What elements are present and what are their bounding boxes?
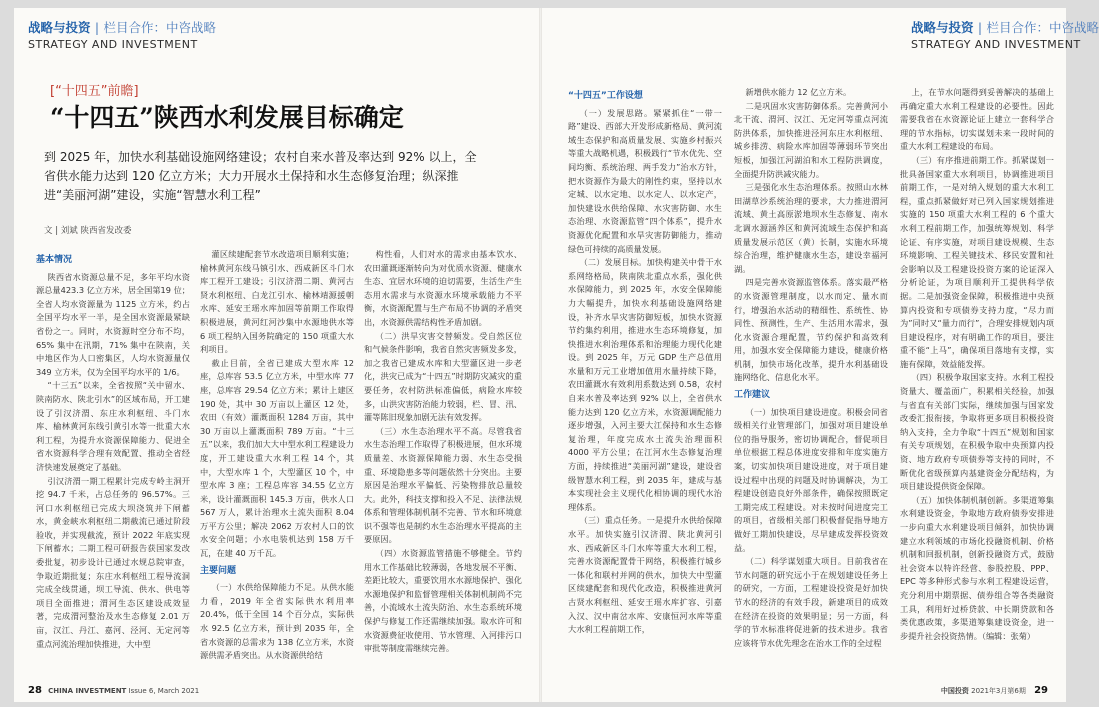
paragraph: （二）洪旱灾害交替频发。受自然区位和气候条件影响，我省自然灾害频发多发，加之我省已建成水库和大型灌区进一步老化，洪灾已成为“十四五”时期防灾减灾的重要任务，农村防洪标准偏低，病险水库较多，山洪灾害防治能力较弱，栏、冒、汛、灌等陈旧现象加剧无法有效发挥。	[364, 330, 522, 423]
paragraph: 引汉济渭一期工程累计完成专岭主洞开挖 94.7 千米，占总任务的 96.57%。三河口水利枢纽已完成大坝浇筑并下闸蓄水，黄金峡水利枢纽二期截流已通过阶段验收，并实现截流，预计 2022 年底实现下闸蓄水；二期工程可研报告获国家发改委批复，初步设计已通过水规总院审查，争取近期批复；东庄水利枢纽工程导流洞完成全线贯通，坝工导流、供水、供电等项目全面推进；渭河生态区建设成效显著，完成渭河整治及水生态修复 2.01 万亩，汉江、丹江、嘉河、泾河、无定河等重点河流治理加快推进，大中型	[36, 475, 190, 649]
text-column-3	[364, 248, 522, 674]
section-heading: 主要问题	[200, 565, 237, 576]
right-page-number: 29	[1034, 685, 1048, 696]
text-column-6	[900, 86, 1054, 674]
text-column-1	[36, 250, 190, 674]
left-page-header: 战略与投资 | 栏目合作：中咨战略 STRATEGY AND INVESTMENT	[28, 20, 216, 51]
left-footer	[28, 685, 199, 696]
paragraph: 构性看，人们对水的需求由基本饮水、农田灌溉逐渐转向为对优质水资源、健康水生态、宜居水环境的迫切需要，生活生产生态用水需求与水资源水环境承载能力不平衡，水资源配置与生产布局不协调的矛盾突出，水资源供需结构性矛盾加剧。	[364, 249, 522, 327]
paragraph: （四）水资源监管措施不够健全。节约用水工作基础比较薄弱，各地发展不平衡、差距比较大，重要饮用水水源地保护、强化水源地保护和监督管理相关体制机制尚不完善，小流域水土流失防治、水生态系统环境保护与修复工作还需继续加强。取水许可和水资源费征收使用、节水管理、入河排污口审批等制度需继续完善。	[364, 548, 522, 654]
column-label: 栏目合作：中咨战略	[103, 20, 216, 35]
right-page-header: 战略与投资 | 栏目合作：中咨战略 STRATEGY AND INVESTMENT	[911, 20, 1099, 51]
article-kicker: [“十四五”前瞻]	[50, 84, 139, 99]
column-label: 栏目合作：中咨战略	[986, 20, 1099, 35]
left-issue: Issue 6, March 2021	[128, 687, 200, 695]
paragraph: （二）发展目标。加快构建关中骨干水系网络格局，陕南陕北重点水系，强化供水保障能力，到 2025 年，水安全保障能力大幅提升，加快水利基础设施网络建设，补齐水旱灾害防御短板，加快水资源节约集约利用，推进水生态环境修复，加快推进水利治理体系和治理能力现代化建设。到 2025 年，万元 GDP 生产总值用水量和万元工业增加值用水量持续下降，农田灌溉水有效利用系数达到 0.58，农村自来水普及率达到 92% 以上，全省供水能力达到 120 亿立方米，水资源调配能力逐步增强，入河主要大江保持和水生态修复治理，年度完成水土流失治理面积 4000 平方公里；在江河水生态修复治理方面，持续推进“美丽河湖”建设，建设省级智慧水利工程，到 2035 年，建成与基本实现社会主义现代化相协调的现代水治理体系。	[568, 257, 722, 512]
left-magazine-name: CHINA INVESTMENT	[48, 687, 127, 695]
right-footer	[941, 685, 1052, 696]
magazine-spread	[14, 8, 1099, 702]
article-subtitle: 到 2025 年，加快水利基础设施网络建设；农村自来水普及率达到 92% 以上，全省供水能力达到 120 亿立方米；大力开展水土保持和水生态修复治理；纵深推进“美丽河湖”建设，实施“智慧水利工程”	[44, 150, 477, 202]
paragraph: （三）有序推进前期工作。抓紧谋划一批具备国家重大水利项目，协调推进项目前期工作，一是对纳入规划的重大水利工程，重点抓紧做好对已列入国家规划推进实施的 150 项重大水利工程的 6 个重大水利工程前期工作，加强统筹规划、科学论证、有序实施，对项目建设规模、生态环境影响、工程关键技术、移民安置和社会影响以及工程建设投资方案的论证深入分析论证，为项目顺利开工提供科学依据。二是加强资金保障，积极推进中央预算内投资和专项债券支持力度，“尽力而为”同时又“量力而行”，合理安排规划内项目建设程序，对有明确工作的项目，要注重不能“上马”，确保项目落地有支撑，实施有保障，效益能发挥。	[900, 154, 1054, 369]
paragraph: （三）水生态治理水平不高。尽管我省水生态治理工作取得了积极进展，但水环境质量差、水资源保障能力弱、水生态受损重、环境隐患多等问题依然十分突出。主要原因是治理水平偏低、污染物排放总量较大。此外，科技支撑和投入不足、法律法规体系和管理体制机制不完善、节水和环境意识不强等也是制约水生态治理水平提高的主要原因。	[364, 425, 522, 545]
section-heading: 基本情况	[36, 255, 73, 265]
article-byline: 文 | 刘斌 陕西省发改委	[44, 226, 132, 236]
text-column-2	[200, 248, 354, 674]
section-label: 战略与投资	[911, 20, 974, 35]
paragraph: 陕西省水资源总量不足，多年平均水资源总量423.3 亿立方米，居全国第19 位；全省人均水资源量为 1125 立方米，约占全国平均水平一半，是全国水资源最紧缺省份之一。同时，水资源时空分布不均，65% 集中在汛期，71% 集中在陕南，关中地区作为人口密集区，人均水资源量仅 349 立方米，仅为全国平均水平的 1/6。	[36, 271, 190, 377]
paragraph: 新增供水能力 12 亿立方米。	[745, 87, 852, 97]
text-column-5	[734, 86, 888, 674]
paragraph: （一）发展思路。紧紧抓住“一带一路”建设、西部大开发形成新格局、黄河流域生态保护和高质量发展、实施乡村振兴等重大战略机遇，积极践行“节水优先、空间均衡、系统治理、两手发力”治水方针，把水资源作为最大的刚性约束，坚持以水定城、以水定地、以水定人、以水定产，加快建设水供给保障、水灾害防御、水生态治理、水资源监管“四个体系”，提升水资源优化配置和水旱灾害防御能力，推动绿色可持续的高质量发展。	[568, 107, 722, 254]
paragraph: 灌区续建配套节水改造项目顺利实施；榆林黄河东线马镇引水、西咸新区斗门水库工程开工建设；引汉济渭二期、黄河古贤水利枢纽、白龙江引水、榆林靖源援朝水库、延安王瑶水库加固等前期工作取得积极进展，黄河红河沙集中水源地供水等 6 项工程纳入国务院确定的 150 项重大水利项目。	[200, 249, 354, 355]
section-label: 战略与投资	[28, 20, 91, 35]
paragraph: 四是完善水资源监管体系。落实最严格的水资源管理制度，以水而定、量水而行，增强治水活动的精细性、系统性、协同性、预测性，生产、生活用水需求，强化水资源合理配置，节约保护和高效利用，加强水安全保障能力建设，健康价格机制，加快市场化改革，提升水利基础设施网络化、信息化水平。	[734, 277, 888, 383]
paragraph: （三）重点任务。一是提升水供给保障水平。加快实施引汉济渭、陕北黄河引水、西咸新区斗门水库等重大水利工程，完善水资源配置骨干网络，积极推行城乡一体化和联村并网的供水，加快大中型灌区续建配套和现代化改造，积极推进黄河古贤水利枢纽、延安王瑶水库扩容、引嘉入汉、汉中南岔水库、安康恒河水库等重大水利工程前期工作，	[568, 515, 722, 635]
left-page-number: 28	[28, 685, 42, 696]
paragraph: （四）积极争取国家支持。水利工程投资量大、覆盖面广，积累相关经验，加强与省直有关部门实际，继续加强与国家发改委汇报衔接，争取将更多项目积极投资纳入支持，全力争取“十四五”规划和国家有关专项规划，在积极争取中央预算内投资、地方政府专项债券等支持的同时，不断优化省级预算内基建资金分配结构，为项目建设提供资金保障。	[900, 372, 1054, 492]
section-english: STRATEGY AND INVESTMENT	[911, 38, 1081, 51]
paragraph: （二）科学谋划重大项目。目前我省在节水问题的研究远小于在规划建设任务上的研究，一方面，工程建设投资是好加快节水的经济的有效手段，新建项目的成效在经济在投资的效果明显；另一方面，科学的节水标准将促进新的技术进步。我省应该将节水优先理念在治水工作的全过程	[734, 556, 888, 648]
paragraph: 二是巩固水灾害防御体系。完善黄河小北干流、渭河、汉江、无定河等重点河流防洪体系，加快推进泾河东庄水利枢纽、城乡排涝、病险水库加固等薄弱环节突出短板，加强江河湖泊和水工程防洪调度，全面提升防洪减灾能力。	[734, 100, 888, 179]
section-heading: “十四五”工作设想	[568, 91, 643, 101]
text-column-4	[568, 86, 722, 674]
right-magazine-name: 中国投资	[940, 687, 969, 695]
paragraph: （一）水供给保障能力不足。从供水能力看，2019 年全省实际供水利用率 20.4%，低于全国 14 个百分点，实际供水 92.5 亿立方米，预计到 2035 年，全省水资源的总需求为 138 亿立方米，水资源供需矛盾突出。从水资源供给结	[200, 582, 354, 661]
right-issue: 2021年3月第6期	[971, 687, 1026, 695]
article-title: “十四五”陕西水利发展目标确定	[50, 103, 404, 132]
paragraph: 上，在节水问题得到妥善解决的基础上再确定重大水利工程建设的必要性。因此需要我省在水资源论证上建立一套科学合理的节水指标，切实谋划未来一段时间的重大水利工程建设的布局。	[900, 87, 1054, 152]
paragraph: 三是强化水生态治理体系。按照山水林田湖草沙系统治理的要求，大力推进渭河流域、黄土高原淤地坝水生态修复、南水北调水源涵养区和黄河流域生态保护和高质量发展示范区（黄）长制，实施水环境综合治理，维护健康水生态，建设幸福河湖。	[734, 182, 888, 274]
paragraph: 截止目前，全省已建成大型水库 12 座，总库容 53.5 亿立方米，中型水库 77 座，总库容 29.54 亿立方米；累计上建区 190 处，其中 30 万亩以上灌区 12 处，农田（有效）灌溉面积 1284 万亩，其中 30 万亩以上灌溉面积 789 万亩。“十三五”以来，我们加大大中型水利工程建设力度，开工建设重大水利工程 14 个，其中，大型水库 1 个，大型灌区 10 个，中型水库 3 座；工程总库容 34.55 亿立方米，设计灌溉面积 145.3 万亩，供水人口 567 万人，累计治理水土流失面积 8.04 万平方公里；解决 2062 万农村人口的饮水安全问题；小水电装机达到 158 万千瓦，在建 40 万千瓦。	[200, 357, 354, 559]
paragraph: （一）加快项目建设进度。积极会同省级相关行业管理部门，加强对项目建设单位的指导服务，密切协调配合，督促项目单位根据工程总体进度安排和年度实施方案，切实加快项目建设进度，对于项目建设过程中出现的问题及时协调解决，为工程建设创造良好外部条件，确保按照既定工期完成工程建设。对未按时间进度完工的项目，省级相关部门积极督促指导地方做好工期加快建设，尽早建成发挥投资效益。	[734, 406, 888, 553]
paragraph: “十三五”以来，全省按照“关中留水、陕南防水、陕北引水”的区域布局，开工建设了引汉济渭、东庄水利枢纽、斗门水库、榆林黄河东线引黄引水等一批重大水利工程，为提升水资源保障能力、促进全省水资源科学合理有效配置、推动全省经济快速发展奠定了基础。	[36, 380, 190, 472]
section-english: STRATEGY AND INVESTMENT	[28, 38, 198, 51]
page-gutter	[539, 8, 542, 702]
section-heading: 工作建议	[734, 390, 771, 401]
paragraph: （五）加快体制机制创新。多渠道筹集水利建设资金，争取地方政府债券安排进一步向重大水利建设项目倾斜，加快协调建立水利领域的市场化投融资机制、价格机制和回报机制，创新投融资方式，鼓励社会资本以特许经营、参股控股、PPP、EPC 等多种形式参与水利工程建设运营，充分利用中期票据、债券组合等各类融资工具，利用好过桥贷款、中长期贷款和各类优惠政策，多渠道筹集建设资金，进一步提升社会投资热情。（编辑：张菊）	[900, 494, 1054, 641]
